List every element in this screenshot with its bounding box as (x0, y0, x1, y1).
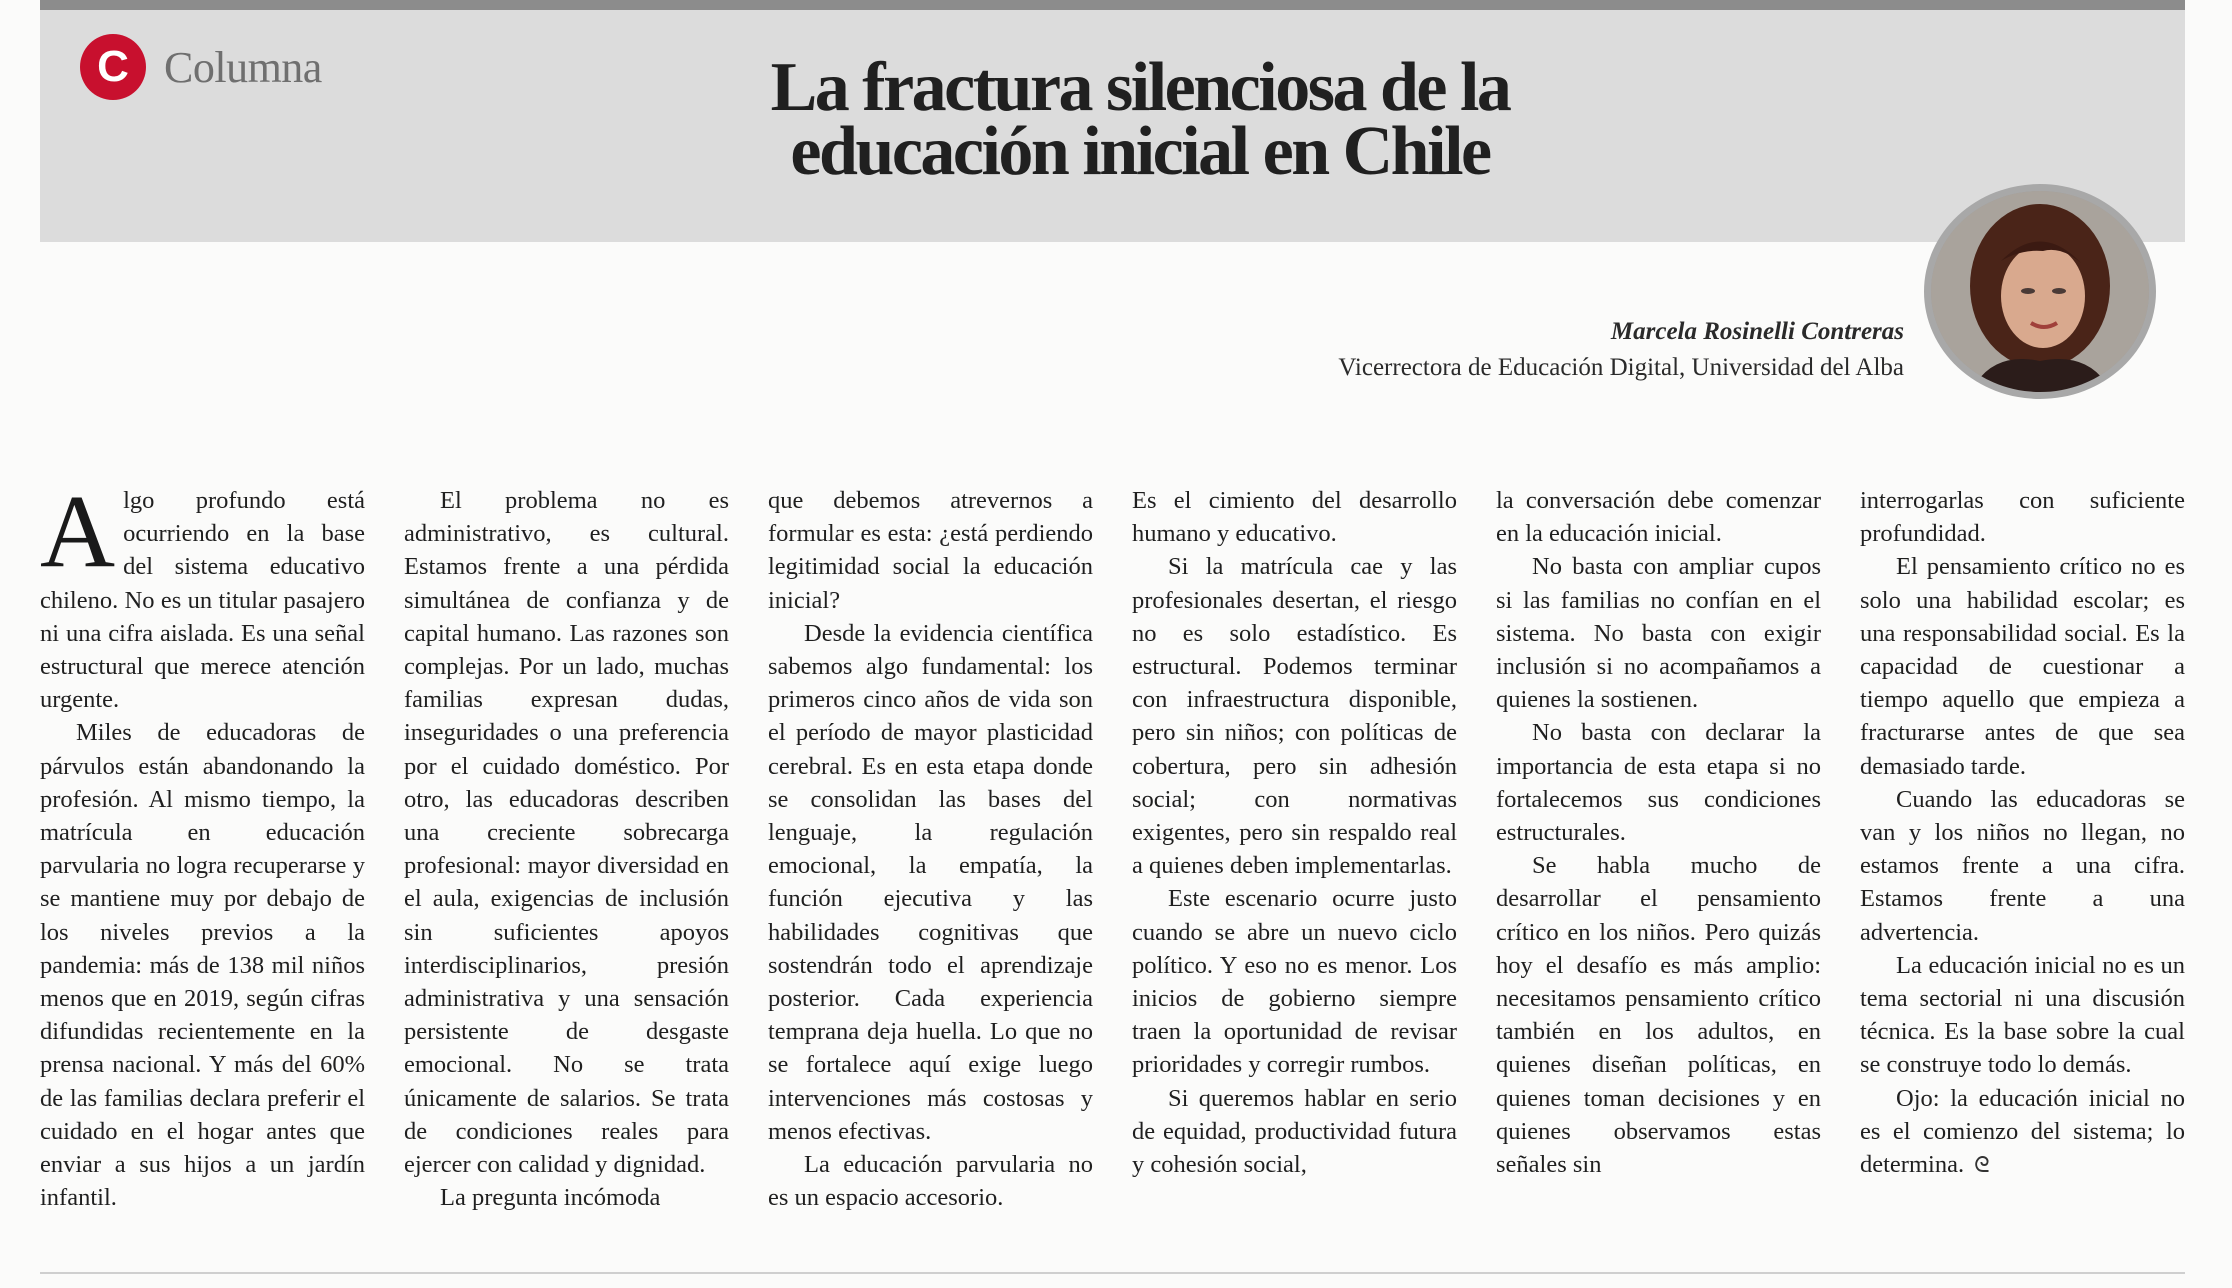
author-portrait-image (1931, 191, 2149, 392)
headline (560, 49, 1720, 190)
paragraph: Si queremos hablar en serio de equidad, productividad futura y cohesión social, (1132, 1084, 1457, 1179)
paragraph: El problema no es administrativo, es cultural. Estamos frente a una pérdida simultánea de confianza y de capital humano. Las razones son complejas. Por un lado, muchas familias expresan dudas, inseguridades o una preferencia por el cuidado doméstico. Por otro, las educadoras describen una creciente sobrecarga profesional: mayor diversidad en el aula, exigencias de inclusión sin suficientes apoyos interdisciplinarios, presión administrativa y una sensación persistente de desgaste emocional. No se trata únicamente de salarios. Se trata de condiciones reales para ejercer con calidad y dignidad. (404, 487, 729, 1179)
author-portrait (1924, 184, 2156, 399)
paragraph: El pensamiento crítico no es solo una habilidad escolar; es una responsabilidad social. Es la capacidad de cuestionar a tiempo aquello que empieza a fracturarse antes de que sea demasiado tarde. (1860, 553, 2185, 780)
headline-line-1: La fractura silenciosa de la (770, 49, 1510, 126)
paragraph: La pregunta incómoda (440, 1184, 661, 1212)
paragraph: Si la matrícula cae y las profesionales desertan, el riesgo no es solo estadístico. Es estructural. Podemos terminar con infraestructura disponible, pero sin niños; con políticas de cobertura, pero sin adhesión social; con normativas exigentes, pero sin respaldo real a quienes deben implementarlas. (1132, 553, 1457, 880)
section-label: Columna (164, 42, 322, 92)
paragraph: Se habla mucho de desarrollar el pensamiento crítico en los niños. Pero quizás hoy el desafío es más amplio: necesitamos pensamiento crítico también en los adultos, en quienes diseñan políticas, en quienes toman decisiones y en quienes observamos estas señales sin (1496, 852, 1821, 1179)
paragraph: Miles de educadoras de párvulos están abandonando la profesión. Al mismo tiempo, la matrícula en educación parvularia no logra recuperarse y se mantiene muy por debajo de los niveles previos a la pandemia: más de 138 mil niños menos que en 2019, según cifras difundidas recientemente en la prensa nacional. Y más del 60% de las familias declara preferir el cuidado en el hogar antes que enviar a sus hijos a un jardín infantil. (40, 719, 365, 1212)
paragraph: que debemos atrevernos a formular es esta: ¿está perdiendo legitimidad social la educación inicial? (768, 487, 1093, 614)
paragraph: la conversación debe comenzar en la educación inicial. (1496, 487, 1821, 548)
bottom-rule (40, 1272, 2185, 1274)
article-column-5 (1496, 484, 1821, 1214)
article-column-6 (1860, 484, 2185, 1214)
paragraph: interrogarlas con suficiente profundidad. (1860, 487, 2185, 548)
article-column-4 (1132, 484, 1457, 1214)
paragraph: La educación inicial no es un tema sectorial ni una discusión técnica. Es la base sobre la cual se construye todo lo demás. (1860, 951, 2185, 1079)
author-block (1338, 318, 1904, 382)
paragraph (40, 474, 365, 716)
article-column-2 (404, 484, 729, 1214)
paragraph-text: lgo profundo está ocurriendo en la base del sistema educativo chileno. No es un titular pasajero ni una cifra aislada. Es una señal estructural que merece atención urgente. (40, 487, 365, 714)
paragraph (1860, 1082, 2185, 1182)
author-role: Vicerrectora de Educación Digital, Universidad del Alba (1338, 354, 1904, 381)
paragraph: Este escenario ocurre justo cuando se abre un nuevo ciclo político. Y eso no es menor. Los inicios de gobierno siempre traen la oportunidad de revisar prioridades y corregir rumbos. (1132, 885, 1457, 1079)
article-body (40, 474, 2185, 1214)
drop-cap: A (40, 474, 116, 589)
section-tag (80, 34, 322, 100)
paragraph-text: Ojo: la educación inicial no es el comienzo del sistema; lo determina. (1860, 1084, 2185, 1179)
headline-line-2: educación inicial en Chile (790, 113, 1490, 190)
section-badge: C (80, 34, 146, 100)
paragraph: No basta con ampliar cupos si las familias no confían en el sistema. No basta con exigir inclusión si no acompañamos a quienes la sostienen. (1496, 553, 1821, 714)
paragraph: Es el cimiento del desarrollo humano y educativo. (1132, 487, 1457, 548)
article-column-3 (768, 484, 1093, 1214)
top-rule (40, 0, 2185, 10)
paragraph: No basta con declarar la importancia de esta etapa si no fortalecemos sus condiciones estructurales. (1496, 719, 1821, 847)
paragraph: Desde la evidencia científica sabemos algo fundamental: los primeros cinco años de vida son el período de mayor plasticidad cerebral. Es en esta etapa donde se consolidan las bases del lenguaje, la regulación emocional, la empatía, la función ejecutiva y las habilidades cognitivas que sostendrán todo el aprendizaje posterior. Cada experiencia temprana deja huella. Lo que no se fortalece aquí exige luego intervenciones más costosas y menos efectivas. (768, 619, 1093, 1145)
end-mark-icon: ᘓ (1974, 1152, 1990, 1178)
paragraph: Cuando las educadoras se van y los niños no llegan, no estamos frente a una cifra. Estamos frente a una advertencia. (1860, 785, 2185, 946)
paragraph: La educación parvularia no es un espacio accesorio. (768, 1151, 1093, 1212)
article-column-1 (40, 474, 365, 1214)
author-name: Marcela Rosinelli Contreras (1610, 318, 1904, 345)
